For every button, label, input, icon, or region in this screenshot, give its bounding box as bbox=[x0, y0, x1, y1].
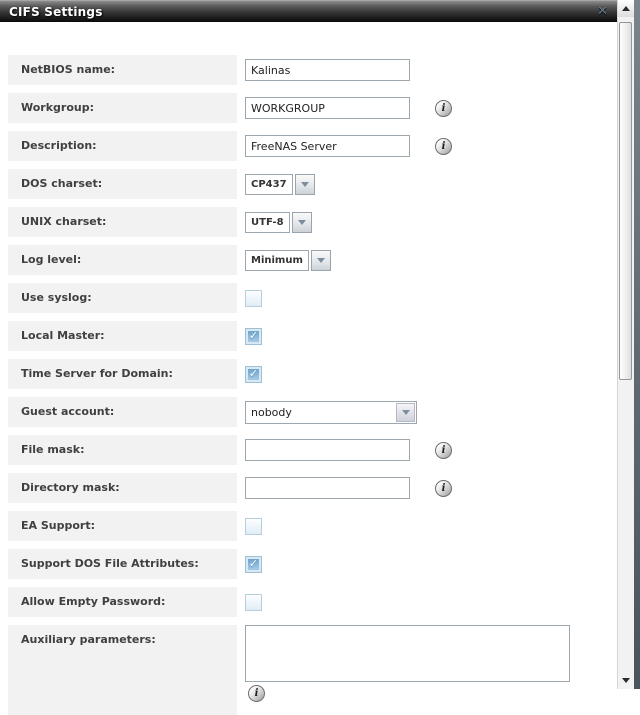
directory-mask-input[interactable] bbox=[245, 477, 410, 499]
form-row-netbios-name bbox=[8, 55, 617, 85]
use-syslog-label: Use syslog: bbox=[8, 283, 237, 313]
form-row-log-level bbox=[8, 245, 617, 275]
directory-mask-label: Directory mask: bbox=[8, 473, 237, 503]
ea-support-label: EA Support: bbox=[8, 511, 237, 541]
dos-charset-value[interactable]: CP437 bbox=[245, 174, 293, 195]
use-syslog-checkbox[interactable] bbox=[245, 290, 262, 307]
form-row-directory-mask bbox=[8, 473, 617, 503]
dropdown-button[interactable] bbox=[396, 403, 415, 422]
form-row-dos-charset bbox=[8, 169, 617, 199]
form-row-file-mask bbox=[8, 435, 617, 465]
checkbox-checked-icon: ✓ bbox=[248, 366, 259, 380]
local-master-label: Local Master: bbox=[8, 321, 237, 351]
scrollbar[interactable] bbox=[617, 0, 634, 689]
local-master-checkbox[interactable] bbox=[245, 328, 262, 345]
form-row-unix-charset bbox=[8, 207, 617, 237]
workgroup-input[interactable] bbox=[245, 97, 410, 119]
form-row-use-syslog bbox=[8, 283, 617, 313]
dialog-titlebar[interactable] bbox=[0, 0, 617, 22]
chevron-down-icon bbox=[317, 258, 325, 263]
chevron-down-icon bbox=[301, 182, 309, 187]
info-icon[interactable]: i bbox=[435, 442, 452, 459]
time-server-checkbox[interactable] bbox=[245, 366, 262, 383]
allow-empty-password-checkbox[interactable] bbox=[245, 594, 262, 611]
log-level-label: Log level: bbox=[8, 245, 237, 275]
guest-account-label: Guest account: bbox=[8, 397, 237, 427]
time-server-label: Time Server for Domain: bbox=[8, 359, 237, 389]
close-icon[interactable]: ✕ bbox=[597, 4, 608, 19]
form-row-allow-empty-password bbox=[8, 587, 617, 617]
form-row-workgroup bbox=[8, 93, 617, 123]
arrow-down-icon bbox=[622, 678, 630, 683]
guest-account-value[interactable]: nobody bbox=[251, 405, 292, 419]
dos-file-attributes-checkbox[interactable] bbox=[245, 556, 262, 573]
file-mask-label: File mask: bbox=[8, 435, 237, 465]
description-input[interactable] bbox=[245, 135, 410, 157]
dos-charset-combobox[interactable] bbox=[245, 174, 315, 195]
dropdown-button[interactable] bbox=[311, 250, 331, 271]
auxiliary-parameters-label: Auxiliary parameters: bbox=[8, 625, 237, 715]
cifs-settings-form bbox=[0, 22, 617, 699]
info-icon[interactable]: i bbox=[248, 685, 265, 702]
log-level-value[interactable]: Minimum bbox=[245, 250, 309, 271]
unix-charset-label: UNIX charset: bbox=[8, 207, 237, 237]
form-row-local-master bbox=[8, 321, 617, 351]
dos-charset-label: DOS charset: bbox=[8, 169, 237, 199]
scroll-up-button[interactable] bbox=[618, 0, 634, 17]
auxiliary-parameters-textarea[interactable] bbox=[245, 625, 570, 682]
chevron-down-icon bbox=[402, 410, 410, 415]
workgroup-label: Workgroup: bbox=[8, 93, 237, 123]
form-row-time-server bbox=[8, 359, 617, 389]
info-icon[interactable]: i bbox=[435, 138, 452, 155]
description-label: Description: bbox=[8, 131, 237, 161]
unix-charset-combobox[interactable] bbox=[245, 212, 312, 233]
form-row-auxiliary-parameters bbox=[8, 625, 617, 715]
ea-support-checkbox[interactable] bbox=[245, 518, 262, 535]
unix-charset-value[interactable]: UTF-8 bbox=[245, 212, 290, 233]
dos-file-attributes-label: Support DOS File Attributes: bbox=[8, 549, 237, 579]
info-icon[interactable]: i bbox=[435, 480, 452, 497]
info-icon[interactable]: i bbox=[435, 100, 452, 117]
chevron-down-icon bbox=[298, 220, 306, 225]
dialog-right-border bbox=[634, 0, 640, 689]
form-row-dos-file-attributes bbox=[8, 549, 617, 579]
form-row-ea-support bbox=[8, 511, 617, 541]
log-level-combobox[interactable] bbox=[245, 250, 331, 271]
checkbox-checked-icon: ✓ bbox=[248, 328, 259, 342]
form-row-description bbox=[8, 131, 617, 161]
dropdown-button[interactable] bbox=[295, 174, 315, 195]
arrow-up-icon bbox=[622, 6, 630, 11]
scrollbar-thumb[interactable] bbox=[619, 22, 632, 380]
checkbox-checked-icon: ✓ bbox=[248, 556, 259, 570]
netbios-name-label: NetBIOS name: bbox=[8, 55, 237, 85]
allow-empty-password-label: Allow Empty Password: bbox=[8, 587, 237, 617]
form-row-guest-account bbox=[8, 397, 617, 427]
netbios-name-input[interactable] bbox=[245, 59, 410, 81]
scroll-down-button[interactable] bbox=[618, 672, 634, 689]
dialog-title: CIFS Settings bbox=[9, 4, 103, 19]
guest-account-select[interactable] bbox=[245, 401, 417, 424]
dropdown-button[interactable] bbox=[292, 212, 312, 233]
file-mask-input[interactable] bbox=[245, 439, 410, 461]
